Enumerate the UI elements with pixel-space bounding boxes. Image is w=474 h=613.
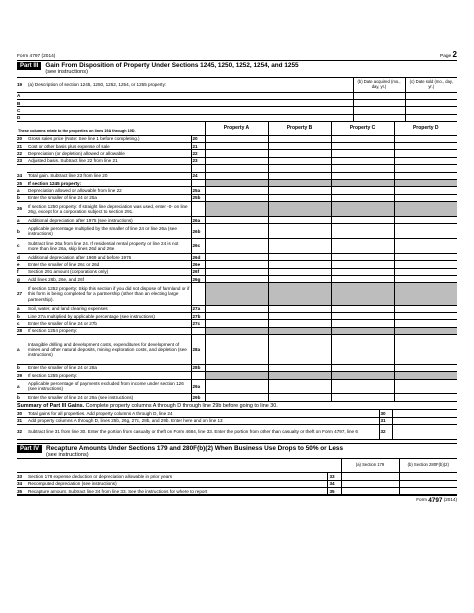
line-number: a xyxy=(17,335,27,365)
line-box: 20 xyxy=(191,135,205,142)
line-box xyxy=(191,165,205,172)
description-row xyxy=(17,92,457,99)
property-amount-field xyxy=(268,179,331,186)
line-box: 27c xyxy=(191,320,205,327)
line-number: b xyxy=(17,224,27,239)
form-line xyxy=(17,202,457,217)
property-amount-field xyxy=(205,179,268,186)
property-amount-field[interactable] xyxy=(394,313,457,320)
form-line xyxy=(17,305,457,312)
property-amount-field xyxy=(394,327,457,334)
property-amount-field[interactable] xyxy=(205,157,268,164)
property-amount-field xyxy=(205,372,268,379)
form-line xyxy=(17,320,457,327)
property-amount-field[interactable] xyxy=(331,150,394,157)
property-amount-field[interactable] xyxy=(268,276,331,283)
line-number: 30 xyxy=(17,410,27,417)
line-text: Enter the smaller of line 24 or 29a (see instructions) xyxy=(27,394,191,401)
part4-subtitle: (see instructions) xyxy=(46,452,89,459)
part4-table xyxy=(17,459,457,496)
property-amount-field[interactable] xyxy=(205,224,268,239)
line-number: 24 xyxy=(17,172,27,179)
section-280f-field[interactable] xyxy=(399,473,457,480)
property-amount-field[interactable] xyxy=(331,394,394,401)
line-box xyxy=(191,327,205,334)
description-row xyxy=(17,114,457,121)
property-amount-field[interactable] xyxy=(394,165,457,172)
part4-title: Recapture Amounts Under Sections 179 and 280F(b)(2) When Business Use Drops to 50% or Less (see instructions) xyxy=(46,444,344,459)
line-number: 21 xyxy=(17,142,27,149)
section-280f-field[interactable] xyxy=(399,488,457,495)
line-19-text: (a) Description of section 1245, 1250, 1252, 1254, or 1255 property: xyxy=(27,78,353,92)
section-280f-field[interactable] xyxy=(399,480,457,487)
form-line xyxy=(17,224,457,239)
property-amount-field[interactable] xyxy=(205,150,268,157)
property-amount-field[interactable] xyxy=(331,194,394,201)
property-amount-field[interactable] xyxy=(394,253,457,260)
property-amount-field[interactable] xyxy=(205,313,268,320)
form-line xyxy=(17,268,457,275)
line-text: Cost or other basis plus expense of sale xyxy=(27,142,191,149)
property-amount-field[interactable] xyxy=(331,379,394,394)
amount-field[interactable] xyxy=(392,410,457,417)
property-amount-field[interactable] xyxy=(268,224,331,239)
property-amount-field[interactable] xyxy=(394,142,457,149)
line-number: 22 xyxy=(17,150,27,157)
line-number: f xyxy=(17,268,27,275)
date-acquired-header: (b) Date acquired (mo., day, yr.) xyxy=(353,78,405,92)
form-line xyxy=(17,172,457,179)
line-box: 26a xyxy=(191,216,205,223)
line-number: 31 xyxy=(17,417,27,424)
line-box: 23 xyxy=(191,157,205,164)
line-text: Subtract line 26a from line 24. If residential rental property or line 24 is not more than line 26a, skip lines 26d and 26e xyxy=(27,239,191,254)
line-text: If section 1252 property: Skip this section if you did not dispose of farmland or if this form is being completed for a partnership (other than an electing large partnership). xyxy=(27,283,191,305)
property-amount-field[interactable] xyxy=(331,268,394,275)
property-amount-field[interactable] xyxy=(205,239,268,254)
form-line xyxy=(17,327,457,334)
property-amount-field[interactable] xyxy=(394,379,457,394)
description-field[interactable] xyxy=(27,99,353,106)
property-amount-field[interactable] xyxy=(205,172,268,179)
line-text: Applicable percentage multiplied by the smaller of line 24 or line 26a (see instructions) xyxy=(27,224,191,239)
part3-description-table xyxy=(17,78,457,122)
line-number: 20 xyxy=(17,135,27,142)
line-number: 27 xyxy=(17,283,27,305)
line-text: If section 1254 property: xyxy=(27,327,191,334)
property-amount-field[interactable] xyxy=(331,172,394,179)
line-box xyxy=(191,283,205,305)
page-footer: Form 4797 (2014) xyxy=(17,495,457,504)
part3-label: Part III xyxy=(17,62,41,70)
property-amount-field xyxy=(331,179,394,186)
line-number: a xyxy=(17,216,27,223)
line-box: 26c xyxy=(191,239,205,254)
line-number xyxy=(17,165,27,172)
property-amount-field[interactable] xyxy=(205,142,268,149)
part3-summary-table xyxy=(17,410,457,440)
section-179-field[interactable] xyxy=(341,473,399,480)
property-amount-field[interactable] xyxy=(205,165,268,172)
line-text: If section 1255 property: xyxy=(27,372,191,379)
property-amount-field[interactable] xyxy=(268,187,331,194)
property-amount-field[interactable] xyxy=(205,305,268,312)
property-amount-field[interactable] xyxy=(331,157,394,164)
line-text: Total gains for all properties. Add property columns A through D, line 24 xyxy=(27,410,379,417)
property-amount-field[interactable] xyxy=(205,216,268,223)
line-number: d xyxy=(17,253,27,260)
property-amount-field[interactable] xyxy=(268,313,331,320)
row-letter: D xyxy=(17,114,27,121)
property-amount-field[interactable] xyxy=(394,172,457,179)
line-text: Section 179 expense deduction or depreciation allowable in prior years xyxy=(27,473,328,480)
property-d-header: Property D xyxy=(394,122,457,135)
property-amount-field[interactable] xyxy=(394,320,457,327)
property-amount-field[interactable] xyxy=(331,313,394,320)
line-box: 21 xyxy=(191,142,205,149)
property-amount-field xyxy=(268,283,331,305)
property-amount-field[interactable] xyxy=(394,276,457,283)
line-text: Recapture amount. Subtract line 34 from line 33. See the instructions for where to report xyxy=(27,488,328,495)
line-box: 27b xyxy=(191,313,205,320)
property-amount-field[interactable] xyxy=(394,305,457,312)
part3-title: Gain From Disposition of Property Under Sections 1245, 1250, 1252, 1254, and 1255 (see instructions) xyxy=(45,62,299,76)
line-box: 26d xyxy=(191,253,205,260)
property-amount-field[interactable] xyxy=(268,142,331,149)
line-number: b xyxy=(17,394,27,401)
property-amount-field[interactable] xyxy=(205,320,268,327)
description-row xyxy=(17,107,457,114)
line-text: Depreciation (or depletion) allowed or allowable xyxy=(27,150,191,157)
line-text xyxy=(27,165,191,172)
line-text: Additional depreciation after 1975 (see instructions) xyxy=(27,216,191,223)
form-id: Form 4797 (2014) xyxy=(17,54,56,59)
line-number: 23 xyxy=(17,157,27,164)
property-amount-field[interactable] xyxy=(394,135,457,142)
section-179-field[interactable] xyxy=(341,488,399,495)
form-line xyxy=(17,394,457,401)
form-line xyxy=(17,372,457,379)
line-box: 28b xyxy=(191,364,205,371)
form-line xyxy=(17,179,457,186)
line-number: 34 xyxy=(17,480,27,487)
line-text: If section 1245 property: xyxy=(27,179,191,186)
property-amount-field xyxy=(205,327,268,334)
line-text: Additional depreciation after 1969 and before 1976 xyxy=(27,253,191,260)
summary-line xyxy=(17,425,457,440)
property-amount-field xyxy=(394,202,457,217)
line-number: b xyxy=(17,313,27,320)
line-number: 32 xyxy=(17,425,27,440)
property-amount-field[interactable] xyxy=(331,142,394,149)
property-amount-field[interactable] xyxy=(268,165,331,172)
property-amount-field[interactable] xyxy=(268,239,331,254)
property-c-header: Property C xyxy=(331,122,394,135)
line-text: Gross sales price (Note: See line 1 before completing.) xyxy=(27,135,191,142)
property-amount-field[interactable] xyxy=(205,261,268,268)
form-line xyxy=(17,165,457,172)
property-amount-field[interactable] xyxy=(331,187,394,194)
property-amount-field[interactable] xyxy=(394,150,457,157)
line-box: 25b xyxy=(191,194,205,201)
line-text: Enter the smaller of line 24 or 28a xyxy=(27,364,191,371)
line-number: g xyxy=(17,276,27,283)
line-box: 28a xyxy=(191,335,205,365)
line-text: Section 291 amount (corporations only) xyxy=(27,268,191,275)
description-field[interactable] xyxy=(27,107,353,114)
line-box xyxy=(191,202,205,217)
form-line xyxy=(17,276,457,283)
form-line xyxy=(17,157,457,164)
line-box: 27a xyxy=(191,305,205,312)
property-amount-field[interactable] xyxy=(205,394,268,401)
property-amount-field[interactable] xyxy=(205,335,268,365)
property-amount-field[interactable] xyxy=(331,253,394,260)
form-line xyxy=(17,379,457,394)
property-amount-field[interactable] xyxy=(268,268,331,275)
line-number: e xyxy=(17,261,27,268)
property-amount-field[interactable] xyxy=(268,305,331,312)
line-box: 29b xyxy=(191,394,205,401)
summary-line xyxy=(17,417,457,424)
property-b-header: Property B xyxy=(268,122,331,135)
line-text: Adjusted basis. Subtract line 22 from line 21 xyxy=(27,157,191,164)
line-number: b xyxy=(17,194,27,201)
line-number: a xyxy=(17,187,27,194)
line-box: 26b xyxy=(191,224,205,239)
property-amount-field xyxy=(331,327,394,334)
line-box: 34 xyxy=(328,480,341,487)
section-179-field[interactable] xyxy=(341,480,399,487)
property-amount-field xyxy=(205,283,268,305)
property-amount-field[interactable] xyxy=(268,320,331,327)
date-sold-field[interactable] xyxy=(405,107,457,114)
property-amount-field[interactable] xyxy=(394,224,457,239)
row-letter: B xyxy=(17,99,27,106)
form-line xyxy=(17,261,457,268)
property-amount-field xyxy=(268,202,331,217)
line-text: Total gain. Subtract line 23 from line 20 xyxy=(27,172,191,179)
description-field[interactable] xyxy=(27,92,353,99)
property-amount-field xyxy=(331,372,394,379)
date-sold-field[interactable] xyxy=(405,92,457,99)
property-amount-field[interactable] xyxy=(268,261,331,268)
description-row xyxy=(17,99,457,106)
line-text: Line 27a multiplied by applicable percentage (see instructions) xyxy=(27,313,191,320)
property-amount-field[interactable] xyxy=(394,194,457,201)
line-text: Soil, water, and land clearing expenses xyxy=(27,305,191,312)
summary-line xyxy=(17,410,457,417)
line-number: 29 xyxy=(17,372,27,379)
line-box: 33 xyxy=(328,473,341,480)
property-amount-field[interactable] xyxy=(268,172,331,179)
property-amount-field[interactable] xyxy=(268,364,331,371)
date-acquired-field[interactable] xyxy=(353,92,405,99)
line-box: 26g xyxy=(191,276,205,283)
property-amount-field xyxy=(268,372,331,379)
line-number: a xyxy=(17,305,27,312)
line-text: If section 1250 property: If straight line depreciation was used, enter -0- on line 26g, except for a corporation subject to section 291. xyxy=(27,202,191,217)
form-line xyxy=(17,150,457,157)
property-amount-field[interactable] xyxy=(268,335,331,365)
form-line xyxy=(17,364,457,371)
row-letter: C xyxy=(17,107,27,114)
line-box: 32 xyxy=(379,425,392,440)
line-box xyxy=(191,372,205,379)
section-280f-header: (b) Section 280F(b)(2) xyxy=(399,459,457,473)
date-sold-header: (c) Date sold (mo., day, yr.) xyxy=(405,78,457,92)
line-text: Enter the smaller of line 24 or 25a xyxy=(27,194,191,201)
property-amount-field xyxy=(331,283,394,305)
property-amount-field[interactable] xyxy=(205,253,268,260)
property-amount-field[interactable] xyxy=(205,187,268,194)
property-a-header: Property A xyxy=(205,122,268,135)
property-amount-field[interactable] xyxy=(205,135,268,142)
line-box: 29a xyxy=(191,379,205,394)
part3-subtitle: (see instructions) xyxy=(45,69,88,76)
property-amount-field[interactable] xyxy=(394,268,457,275)
line-number: 35 xyxy=(17,488,27,495)
form-line xyxy=(17,194,457,201)
property-amount-field[interactable] xyxy=(331,224,394,239)
date-sold-field[interactable] xyxy=(405,114,457,121)
property-amount-field[interactable] xyxy=(268,394,331,401)
part4-header xyxy=(17,443,457,459)
property-amount-field xyxy=(331,202,394,217)
property-amount-field[interactable] xyxy=(394,187,457,194)
line-text: Enter the smaller of line 24 or 27b xyxy=(27,320,191,327)
line-number: b xyxy=(17,364,27,371)
part3-header xyxy=(17,61,457,78)
property-amount-field[interactable] xyxy=(394,239,457,254)
line-text: Add property columns A through D, lines 25b, 26g, 27c, 28b, and 29b. Enter here and on line 13 xyxy=(27,417,379,424)
date-acquired-field[interactable] xyxy=(353,114,405,121)
line-number: c xyxy=(17,239,27,254)
property-amount-field[interactable] xyxy=(394,157,457,164)
property-amount-field[interactable] xyxy=(205,194,268,201)
part4-label: Part IV xyxy=(17,445,42,453)
form-line xyxy=(17,313,457,320)
property-amount-field[interactable] xyxy=(331,335,394,365)
date-acquired-field[interactable] xyxy=(353,99,405,106)
part4-line xyxy=(17,473,457,480)
property-amount-field[interactable] xyxy=(268,379,331,394)
property-amount-field[interactable] xyxy=(394,261,457,268)
form-line xyxy=(17,239,457,254)
line-box: 31 xyxy=(379,417,392,424)
property-amount-field[interactable] xyxy=(205,379,268,394)
line-box: 24 xyxy=(191,172,205,179)
line-box xyxy=(191,179,205,186)
line-box: 25a xyxy=(191,187,205,194)
line-number: 26 xyxy=(17,202,27,217)
line-text: Add lines 26b, 26e, and 26f xyxy=(27,276,191,283)
property-amount-field[interactable] xyxy=(331,276,394,283)
line-box: 26f xyxy=(191,268,205,275)
property-amount-field[interactable] xyxy=(331,239,394,254)
page-header xyxy=(17,52,457,61)
properties-intro: These columns relate to the properties on lines 19A through 19D. xyxy=(17,122,205,135)
property-amount-field[interactable] xyxy=(331,135,394,142)
property-amount-field[interactable] xyxy=(331,261,394,268)
property-amount-field[interactable] xyxy=(331,305,394,312)
line-text: Applicable percentage of payments excluded from income under section 126 (see instructions) xyxy=(27,379,191,394)
property-amount-field[interactable] xyxy=(268,253,331,260)
property-amount-field[interactable] xyxy=(268,216,331,223)
property-amount-field[interactable] xyxy=(268,150,331,157)
form-line xyxy=(17,216,457,223)
part3-summary: Summary of Part III Gains. Complete property columns A through D through line 29b before going to line 30. xyxy=(17,402,457,410)
property-amount-field[interactable] xyxy=(268,194,331,201)
line-number: 25 xyxy=(17,179,27,186)
line-text: Enter the smaller of line 26c or 26d xyxy=(27,261,191,268)
property-amount-field[interactable] xyxy=(205,364,268,371)
form-line xyxy=(17,142,457,149)
part4-line xyxy=(17,488,457,495)
line-text: Recomputed depreciation (see instructions) xyxy=(27,480,328,487)
property-amount-field xyxy=(268,327,331,334)
line-text: Subtract line 31 from line 30. Enter the portion from casualty or theft on Form 4684, line 33. Enter the portion from other than casualty or theft on Form 4797, line 6 xyxy=(27,425,379,440)
form-line xyxy=(17,135,457,142)
property-amount-field[interactable] xyxy=(268,157,331,164)
row-letter: A xyxy=(17,92,27,99)
property-amount-field[interactable] xyxy=(205,276,268,283)
section-179-header: (a) Section 179 xyxy=(341,459,399,473)
line-box: 22 xyxy=(191,150,205,157)
line-box: 30 xyxy=(379,410,392,417)
date-acquired-field[interactable] xyxy=(353,107,405,114)
property-amount-field[interactable] xyxy=(394,335,457,365)
line-number: c xyxy=(17,320,27,327)
property-amount-field[interactable] xyxy=(268,135,331,142)
property-amount-field[interactable] xyxy=(331,364,394,371)
form-line xyxy=(17,253,457,260)
property-amount-field[interactable] xyxy=(394,394,457,401)
line-text: Intangible drilling and development costs, expenditures for development of mines and other natural deposits, mining exploration costs, and depletion (see instructions) xyxy=(27,335,191,365)
part3-property-table xyxy=(17,122,457,402)
line-number: a xyxy=(17,379,27,394)
line-text: Depreciation allowed or allowable from line 22 xyxy=(27,187,191,194)
property-amount-field xyxy=(394,179,457,186)
form-line xyxy=(17,187,457,194)
form-page xyxy=(17,52,457,504)
form-line xyxy=(17,335,457,365)
property-amount-field[interactable] xyxy=(205,268,268,275)
line-number: 33 xyxy=(17,473,27,480)
property-amount-field[interactable] xyxy=(331,165,394,172)
page-number: Page 2 xyxy=(440,50,457,59)
amount-field[interactable] xyxy=(392,417,457,424)
property-amount-field[interactable] xyxy=(394,364,457,371)
line-19-number: 19 xyxy=(17,78,27,92)
line-number: 28 xyxy=(17,327,27,334)
amount-field[interactable] xyxy=(392,425,457,440)
description-field[interactable] xyxy=(27,114,353,121)
line-box: 26e xyxy=(191,261,205,268)
property-amount-field[interactable] xyxy=(394,216,457,223)
part4-line xyxy=(17,480,457,487)
property-amount-field xyxy=(394,372,457,379)
line-box: 35 xyxy=(328,488,341,495)
property-amount-field xyxy=(394,283,457,305)
date-sold-field[interactable] xyxy=(405,99,457,106)
form-line xyxy=(17,283,457,305)
property-amount-field xyxy=(205,202,268,217)
property-amount-field[interactable] xyxy=(331,216,394,223)
property-amount-field[interactable] xyxy=(331,320,394,327)
